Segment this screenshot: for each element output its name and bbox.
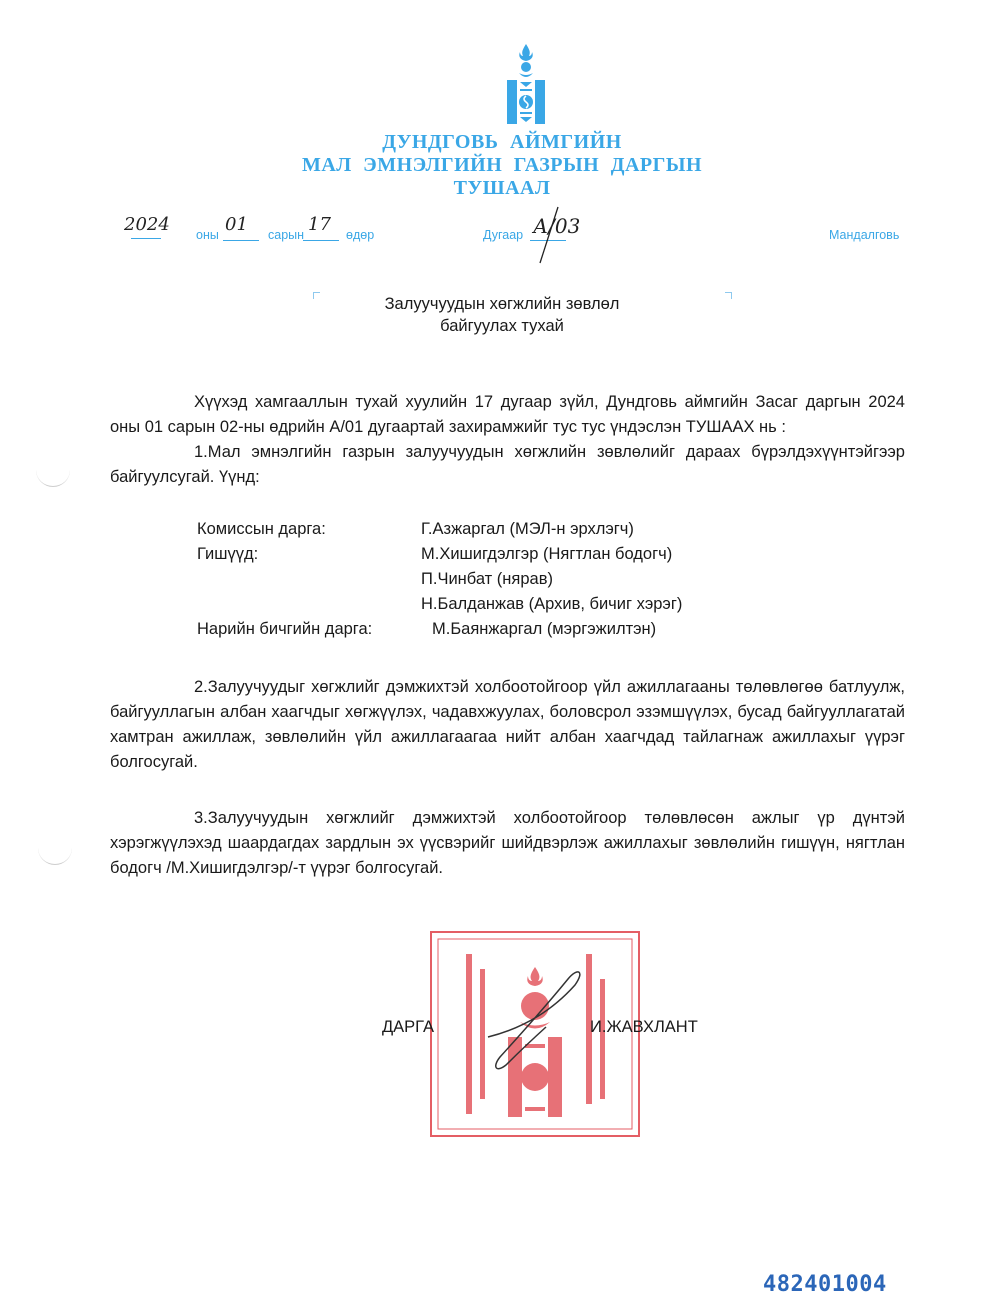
- member-row: [197, 567, 553, 592]
- member-row: [197, 517, 634, 542]
- serial-digits: 48240100: [763, 1272, 873, 1297]
- item-3-text: 3.Залуучуудын хөгжлийг дэмжихтэй холбоотойгоор төлөвлөсөн ажлыг үр дүнтэй хэрэгжүүлэхэд шаардагдах зардлын эх үүсвэрийг шийдвэрлэж ажиллахыг зөвлөлийн гишүүн, нягтлан бодогч /М.Хишигдэлгэр/-т үүрэг болгосугай.: [110, 809, 905, 877]
- subject-line-2: байгуулах тухай: [440, 317, 564, 335]
- month-label: сарын: [268, 228, 305, 242]
- item-2-text: 2.Залуучуудыг хөгжлийг дэмжихтэй холбоотойгоор үйл ажиллагааны төлөвлөгөө батлуулж, байгууллагын албан хаагчдыг хөгжүүлэх, чадавхжуулах, боловсрол эзэмшүүлэх, бусад байгууллагатай хамтран ажиллаж, зөвлөлийн үйл ажиллагаагаа нийт албан хаагчдад тайлагнаж ажиллахыг үүрэг болгосугай.: [110, 678, 905, 771]
- member-name: Г.Азжаргал (МЭЛ-н эрхлэгч): [421, 520, 634, 538]
- year-underline: [131, 238, 161, 239]
- member-row: [197, 542, 673, 567]
- members-list: [197, 517, 683, 642]
- day-underline: [303, 240, 339, 241]
- item-2-paragraph: [110, 675, 905, 775]
- year-label: оны: [196, 228, 219, 242]
- member-row: [197, 617, 657, 642]
- member-role: Нарийн бичгийн дарга:: [197, 620, 373, 638]
- punch-hole-mark: [36, 462, 70, 487]
- member-name: М.Хишигдэлгэр (Нягтлан бодогч): [421, 545, 673, 563]
- subject-line-1: Залуучуудын хөгжлийн зөвлөл: [384, 295, 620, 313]
- soyombo-emblem-icon: [505, 44, 547, 126]
- day-label: өдөр: [346, 228, 375, 242]
- preamble-text: Хүүхэд хамгааллын тухай хуулийн 17 дугаар зүйл, Дундговь аймгийн Засаг даргын 2024 оны 01 сарын 02-ны өдрийн А/01 дугаартай захирамжийг тус тус үндэслэн ТУШААХ нь :: [110, 393, 905, 436]
- header-line-1: ДУНДГОВЬ АЙМГИЙН: [382, 131, 622, 153]
- signature-scribble: [480, 965, 590, 1075]
- punch-hole-mark: [38, 840, 72, 865]
- signatory-title: ДАРГА: [382, 1018, 435, 1036]
- member-role: Гишүүд:: [197, 545, 259, 563]
- signatory-name: И.ЖАВХЛАНТ: [590, 1018, 698, 1036]
- member-name: П.Чинбат (нярав): [421, 570, 553, 588]
- handwritten-slash-stroke: [530, 205, 570, 265]
- member-name: Н.Балданжав (Архив, бичиг хэрэг): [421, 595, 683, 613]
- handwritten-month: 01: [225, 214, 248, 235]
- header-line-2: МАЛ ЭМНЭЛГИЙН ГАЗРЫН ДАРГЫН: [301, 154, 703, 176]
- item-3-paragraph: [110, 806, 905, 881]
- handwritten-day: 17: [308, 214, 331, 235]
- item-1-text: 1.Мал эмнэлгийн газрын залуучуудын хөгжлийн зөвлөлийг дараах бүрэлдэхүүнтэйгээр байгуулсугай. Үүнд:: [110, 443, 905, 486]
- member-row: [197, 592, 683, 617]
- header-line-3: ТУШААЛ: [453, 177, 551, 199]
- document-serial-number: [763, 1272, 887, 1297]
- place-label: Мандалговь: [829, 228, 900, 242]
- preamble-paragraph: [110, 390, 905, 490]
- handwritten-year: 2024: [124, 214, 170, 235]
- month-underline: [223, 240, 259, 241]
- member-name: М.Баянжаргал (мэргэжилтэн): [432, 620, 657, 638]
- member-role: Комиссын дарга:: [197, 520, 326, 538]
- handwritten-number: А/03: [533, 214, 581, 238]
- serial-suffix: 4: [872, 1272, 887, 1297]
- number-label: Дугаар: [483, 228, 524, 242]
